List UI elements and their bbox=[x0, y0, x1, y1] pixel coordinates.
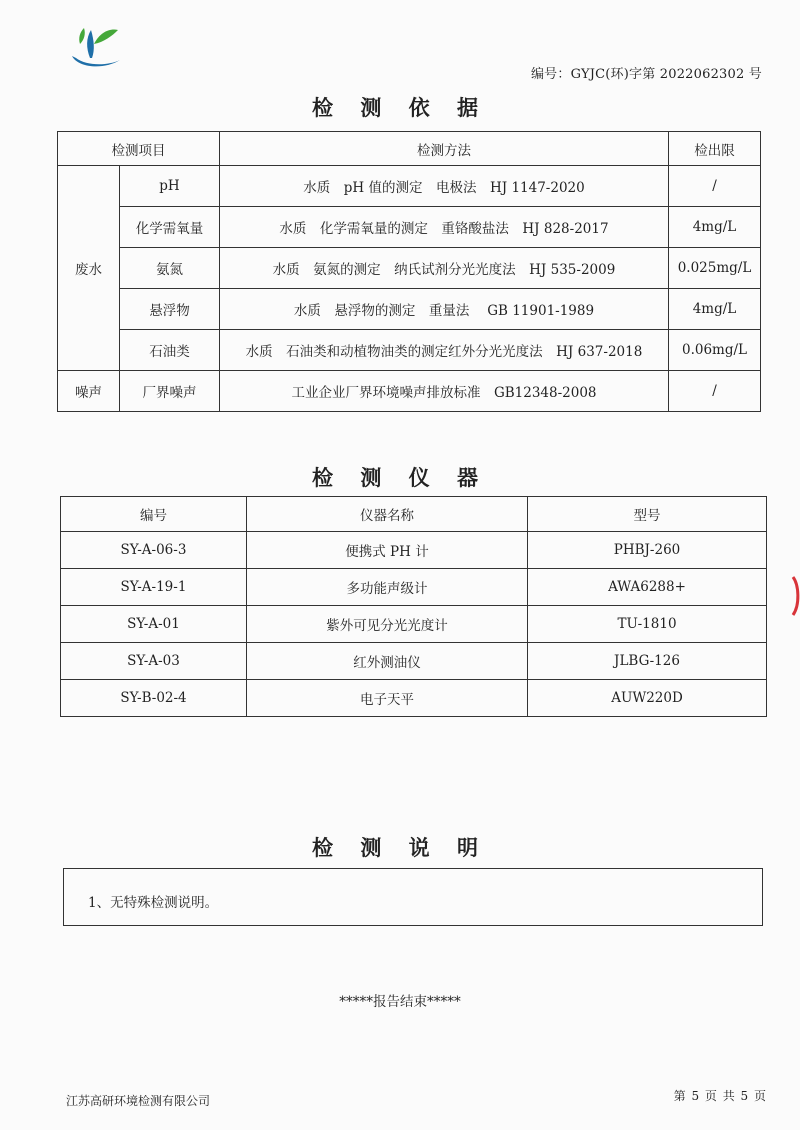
method-cell: 水质 石油类和动植物油类的测定红外分光光度法 HJ 637-2018 bbox=[220, 330, 669, 371]
instrument-id: SY-A-03 bbox=[61, 643, 247, 680]
table-row bbox=[58, 248, 761, 289]
limit-cell: / bbox=[669, 371, 761, 412]
method-cell: 水质 悬浮物的测定 重量法 GB 11901-1989 bbox=[220, 289, 669, 330]
report-number: 编号：GYJC(环)字第 2022062302 号 bbox=[530, 67, 762, 82]
column-header: 型号 bbox=[528, 497, 767, 532]
limit-cell: 0.025mg/L bbox=[669, 248, 761, 289]
item-cell: 厂界噪声 bbox=[120, 371, 220, 412]
instrument-model: PHBJ-260 bbox=[528, 532, 767, 569]
instrument-model: AUW220D bbox=[528, 680, 767, 717]
table-row bbox=[58, 289, 761, 330]
instrument-id: SY-A-06-3 bbox=[61, 532, 247, 569]
table-row bbox=[61, 643, 767, 680]
table-row bbox=[58, 207, 761, 248]
table-header-row bbox=[58, 132, 761, 166]
instrument-model: JLBG-126 bbox=[528, 643, 767, 680]
table-row bbox=[61, 606, 767, 643]
category-cell: 废水 bbox=[58, 166, 120, 371]
item-cell: pH bbox=[120, 166, 220, 207]
instrument-name: 多功能声级计 bbox=[247, 569, 528, 606]
column-header: 检出限 bbox=[669, 132, 761, 166]
limit-cell: / bbox=[669, 166, 761, 207]
category-cell: 噪声 bbox=[58, 371, 120, 412]
notes-box bbox=[63, 868, 763, 926]
table-row bbox=[61, 680, 767, 717]
instrument-model: TU-1810 bbox=[528, 606, 767, 643]
instrument-name: 紫外可见分光光度计 bbox=[247, 606, 528, 643]
instruments-title: 检 测 仪 器 bbox=[312, 466, 488, 490]
red-stamp-edge-icon bbox=[790, 575, 800, 617]
item-cell: 化学需氧量 bbox=[120, 207, 220, 248]
table-row bbox=[61, 569, 767, 606]
table-row bbox=[61, 532, 767, 569]
method-cell: 水质 化学需氧量的测定 重铬酸盐法 HJ 828-2017 bbox=[220, 207, 669, 248]
instrument-name: 红外测油仪 bbox=[247, 643, 528, 680]
instrument-id: SY-A-01 bbox=[61, 606, 247, 643]
table-row bbox=[58, 166, 761, 207]
company-logo-icon bbox=[64, 22, 128, 74]
item-cell: 悬浮物 bbox=[120, 289, 220, 330]
instrument-name: 便携式 PH 计 bbox=[247, 532, 528, 569]
limit-cell: 0.06mg/L bbox=[669, 330, 761, 371]
notes-text: 1、无特殊检测说明。 bbox=[88, 895, 219, 911]
column-header: 仪器名称 bbox=[247, 497, 528, 532]
item-cell: 石油类 bbox=[120, 330, 220, 371]
instrument-id: SY-B-02-4 bbox=[61, 680, 247, 717]
item-cell: 氨氮 bbox=[120, 248, 220, 289]
limit-cell: 4mg/L bbox=[669, 207, 761, 248]
report-end-text: *****报告结束***** bbox=[339, 994, 461, 1010]
instrument-name: 电子天平 bbox=[247, 680, 528, 717]
footer-company: 江苏高研环境检测有限公司 bbox=[66, 1094, 211, 1108]
footer-page-number: 第 5 页 共 5 页 bbox=[673, 1089, 767, 1103]
table-row bbox=[58, 330, 761, 371]
instrument-model: AWA6288+ bbox=[528, 569, 767, 606]
column-header: 检测方法 bbox=[220, 132, 669, 166]
method-cell: 水质 氨氮的测定 纳氏试剂分光光度法 HJ 535-2009 bbox=[220, 248, 669, 289]
column-header: 检测项目 bbox=[58, 132, 220, 166]
column-header: 编号 bbox=[61, 497, 247, 532]
table-header-row bbox=[61, 497, 767, 532]
method-cell: 工业企业厂界环境噪声排放标准 GB12348-2008 bbox=[220, 371, 669, 412]
instrument-id: SY-A-19-1 bbox=[61, 569, 247, 606]
notes-title: 检 测 说 明 bbox=[312, 836, 488, 860]
instruments-table bbox=[60, 496, 767, 717]
basis-table bbox=[57, 131, 761, 412]
table-row bbox=[58, 371, 761, 412]
method-cell: 水质 pH 值的测定 电极法 HJ 1147-2020 bbox=[220, 166, 669, 207]
basis-title: 检 测 依 据 bbox=[312, 96, 488, 120]
limit-cell: 4mg/L bbox=[669, 289, 761, 330]
